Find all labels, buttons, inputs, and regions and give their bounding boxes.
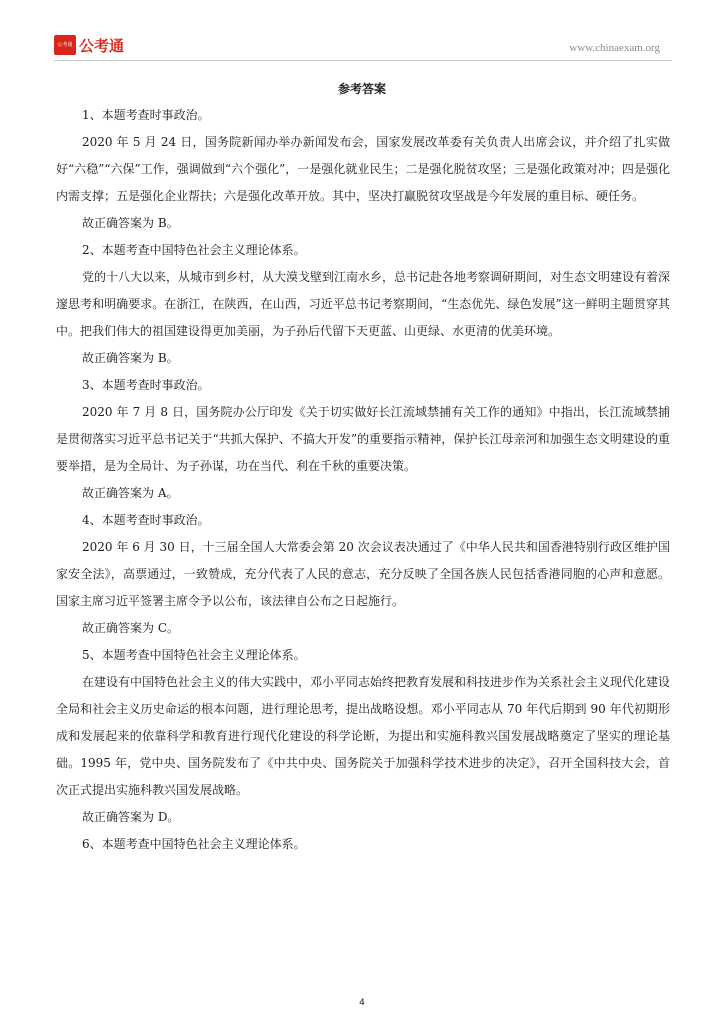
page-header [54, 34, 674, 58]
question-2-answer: 故正确答案为 B。 [82, 351, 179, 365]
question-1-heading: 1、本题考查时事政治。 [82, 108, 210, 122]
question-4-heading: 4、本题考查时事政治。 [82, 513, 210, 527]
question-1-answer: 故正确答案为 B。 [82, 216, 179, 230]
question-3-answer: 故正确答案为 A。 [82, 486, 179, 500]
question-1-explanation: 2020 年 5 月 24 日，国务院新闻办举办新闻发布会，国家发展改革委有关负责人出席会议，并介绍了扎实做好“六稳”“六保”工作，强调做到“六个强化”，一是强化就业民生；二是强化脱贫攻坚；三是强化政策对冲；四是强化内需支撑；五是强化企业帮扶；六是强化改革开放。其中，坚决打赢脱贫攻坚战是今年发展的重目标、硬任务。 [56, 135, 670, 203]
question-6-heading: 6、本题考查中国特色社会主义理论体系。 [82, 837, 306, 851]
answer-content [56, 102, 670, 858]
question-4-answer: 故正确答案为 C。 [82, 621, 179, 635]
question-3-explanation: 2020 年 7 月 8 日，国务院办公厅印发《关于切实做好长江流域禁捕有关工作的通知》中指出，长江流域禁捕是贯彻落实习近平总书记关于“共抓大保护、不搞大开发”的重要指示精神，保护长江母亲河和加强生态文明建设的重要举措，是为全局计、为子孙谋，功在当代、利在千秋的重要决策。 [56, 405, 670, 473]
page-number: 4 [359, 998, 365, 1008]
question-2-explanation: 党的十八大以来，从城市到乡村，从大漠戈壁到江南水乡，总书记赴各地考察调研期间，对生态文明建设有着深邃思考和明确要求。在浙江，在陕西，在山西，习近平总书记考察期间，“生态优先、绿色发展”这一鲜明主题贯穿其中。把我们伟大的祖国建设得更加美丽，为子孙后代留下天更蓝、山更绿、水更清的优美环境。 [56, 270, 671, 338]
logo-badge-icon: 公考通 [54, 35, 76, 55]
header-divider [54, 60, 672, 61]
site-url[interactable]: www.chinaexam.org [569, 42, 660, 54]
logo[interactable] [54, 34, 124, 56]
question-5-heading: 5、本题考查中国特色社会主义理论体系。 [82, 648, 306, 662]
logo-text: 公考通 [79, 36, 125, 55]
question-3-heading: 3、本题考查时事政治。 [82, 378, 210, 392]
page-title: 参考答案 [337, 82, 386, 96]
question-5-answer: 故正确答案为 D。 [82, 810, 180, 824]
question-4-explanation: 2020 年 6 月 30 日，十三届全国人大常委会第 20 次会议表决通过了《中华人民共和国香港特别行政区维护国家安全法》，高票通过，一致赞成，充分代表了人民的意志，充分反映了全国各族人民包括香港同胞的心声和意愿。国家主席习近平签署主席令予以公布，该法律自公布之日起施行。 [56, 540, 670, 608]
question-5-explanation: 在建设有中国特色社会主义的伟大实践中，邓小平同志始终把教育发展和科技进步作为关系社会主义现代化建设全局和社会主义历史命运的根本问题，进行理论思考，提出战略设想。邓小平同志从 70 年代后期到 90 年代初期形成和发展起来的依靠科学和教育进行现代化建设的科学论断，为提出和实施科教兴国发展战略奠定了坚实的理论基础。1995 年，党中央、国务院发布了《中共中央、国务院关于加强科学技术进步的决定》，召开全国科技大会，首次正式提出实施科教兴国发展战略。 [56, 675, 671, 797]
question-2-heading: 2、本题考查中国特色社会主义理论体系。 [82, 243, 306, 257]
